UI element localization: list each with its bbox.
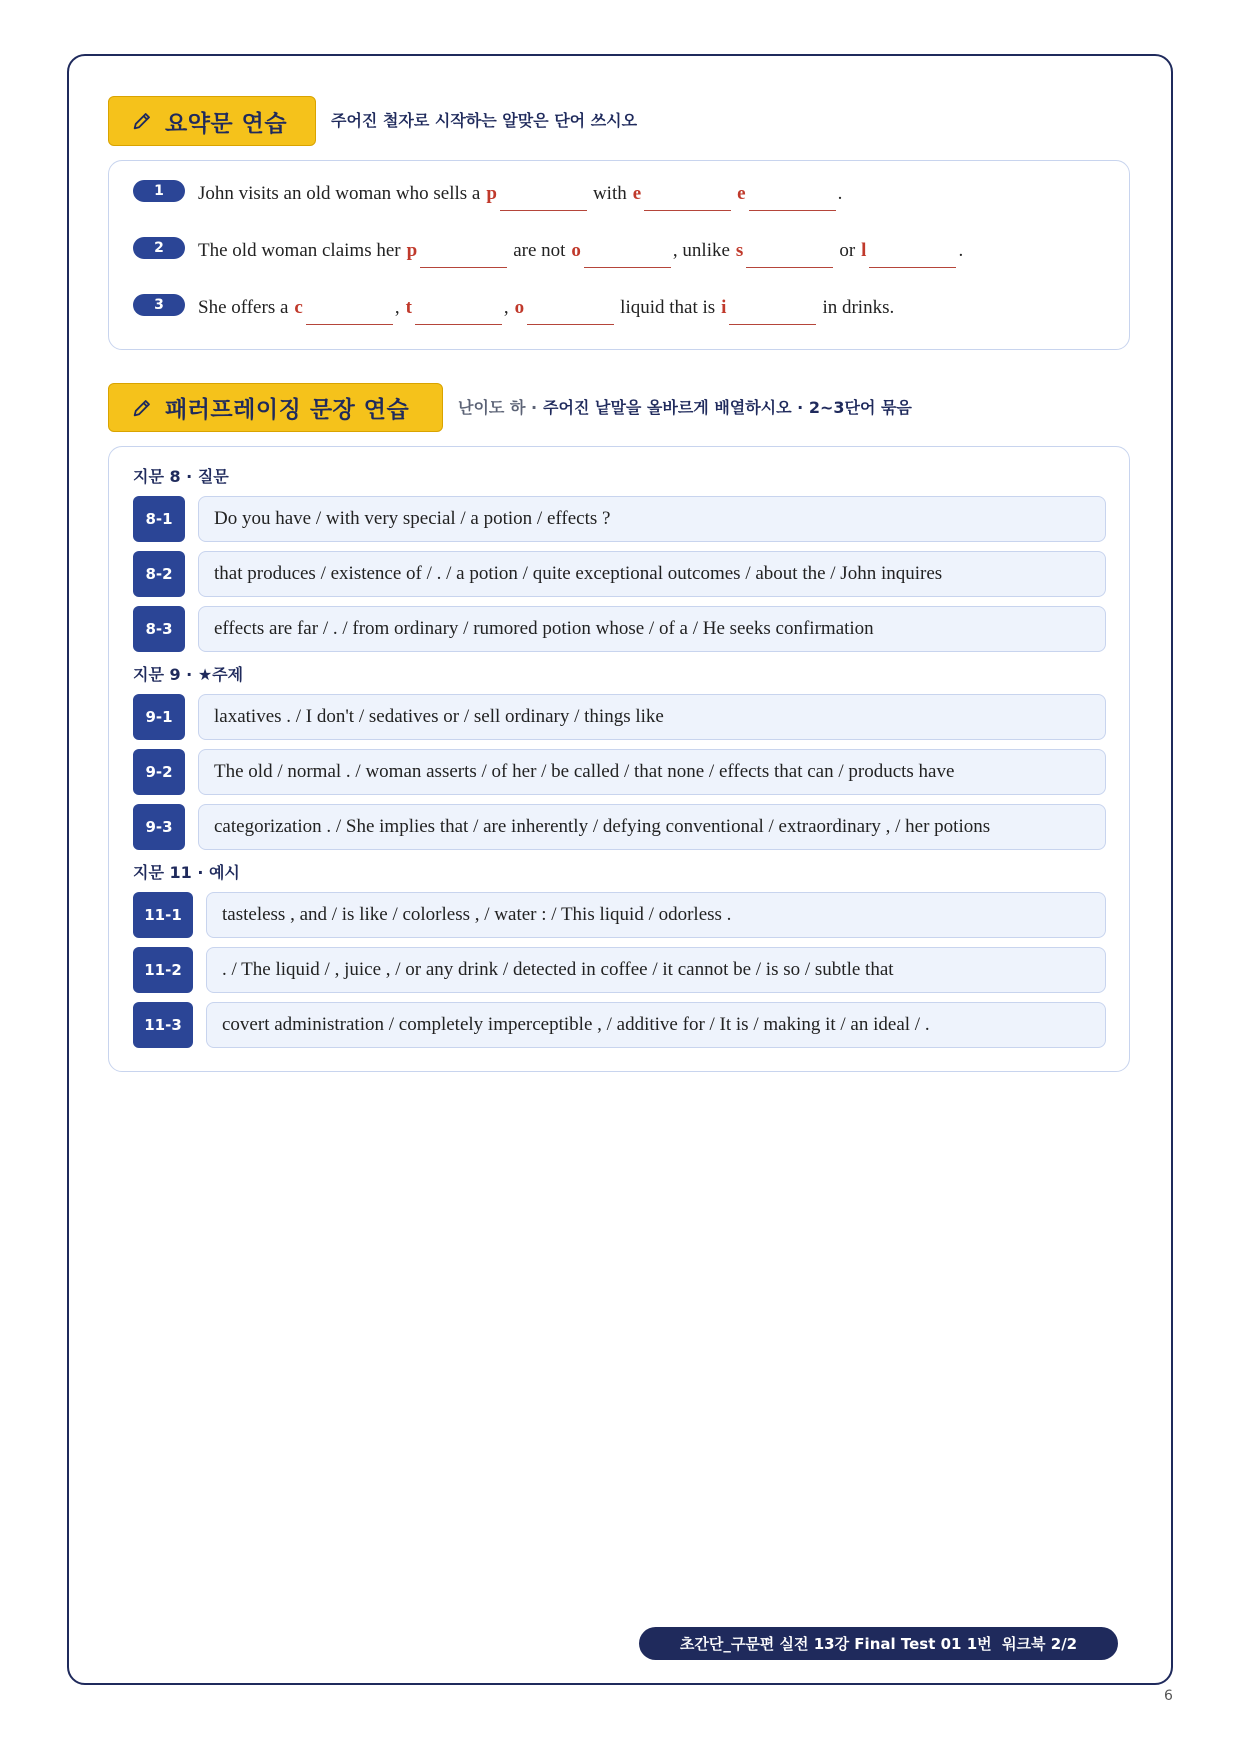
answer-blank — [420, 243, 507, 268]
item-number-badge: 11-3 — [133, 1002, 193, 1048]
initial-letter-hint: t — [405, 297, 412, 318]
sentence-text: in drinks. — [822, 297, 895, 318]
initial-letter-hint: e — [632, 183, 642, 204]
scramble-row — [133, 694, 1106, 740]
sentence-text: are not — [513, 240, 566, 261]
item-number-badge: 11-1 — [133, 892, 193, 938]
answer-blank — [415, 300, 502, 325]
item-number-badge: 1 — [133, 180, 185, 202]
footer-label: 초간단_구문편 실전 13강 Final Test 01 1번 워크북 2/2 — [639, 1627, 1118, 1660]
paraphrase-groups — [133, 463, 1106, 1048]
scramble-row — [133, 551, 1106, 597]
difficulty-label: 난이도 하 · — [458, 398, 538, 417]
initial-letter-hint: c — [294, 297, 303, 318]
scramble-row — [133, 947, 1106, 993]
answer-blank — [869, 243, 956, 268]
sentence-text: . — [837, 183, 843, 204]
sentence-text: The old woman claims her — [198, 240, 401, 261]
scramble-row — [133, 1002, 1106, 1048]
summary-row — [133, 289, 1105, 327]
scrambled-chunks: Do you have / with very special / a potion / effects ? — [198, 496, 1106, 542]
initial-letter-hint: e — [737, 183, 746, 204]
answer-blank — [500, 186, 587, 211]
sentence-text: , — [503, 297, 509, 318]
item-number-badge: 9-3 — [133, 804, 185, 850]
initial-letter-hint: i — [721, 297, 727, 318]
scramble-row — [133, 892, 1106, 938]
item-number-badge: 9-1 — [133, 694, 185, 740]
summary-section-tag — [108, 96, 316, 146]
passage-group — [133, 661, 1106, 850]
pencil-icon — [131, 110, 153, 132]
answer-blank — [584, 243, 671, 268]
page-number: 6 — [1164, 1688, 1173, 1704]
paraphrase-instruction — [458, 397, 912, 419]
summary-row — [133, 175, 1105, 213]
scrambled-chunks: laxatives . / I don't / sedatives or / sell ordinary / things like — [198, 694, 1106, 740]
summary-row — [133, 232, 1105, 270]
pencil-icon — [131, 397, 153, 419]
initial-letter-hint: o — [571, 240, 581, 261]
sentence-text: or — [839, 240, 856, 261]
summary-sentence — [198, 289, 894, 327]
initial-letter-hint: p — [486, 183, 497, 204]
paraphrase-section-title: 패러프레이징 문장 연습 — [165, 397, 410, 423]
scramble-row — [133, 804, 1106, 850]
sentence-text: She offers a — [198, 297, 289, 318]
scrambled-chunks: effects are far / . / from ordinary / rumored potion whose / of a / He seeks confirmation — [198, 606, 1106, 652]
scrambled-chunks: tasteless , and / is like / colorless , / water : / This liquid / odorless . — [206, 892, 1106, 938]
initial-letter-hint: p — [406, 240, 418, 261]
passage-group — [133, 463, 1106, 652]
answer-blank — [644, 186, 731, 211]
scrambled-chunks: that produces / existence of / . / a potion / quite exceptional outcomes / about the / John inquires — [198, 551, 1106, 597]
answer-blank — [527, 300, 614, 325]
answer-blank — [729, 300, 816, 325]
scramble-row — [133, 749, 1106, 795]
item-number-badge: 2 — [133, 237, 185, 259]
passage-label: 지문 8 · 질문 — [133, 467, 229, 486]
paraphrase-instruction-text: 주어진 낱말을 올바르게 배열하시오 · 2~3단어 묶음 — [543, 398, 912, 417]
scramble-row — [133, 606, 1106, 652]
answer-blank — [746, 243, 833, 268]
sentence-text: John visits an old woman who sells a — [198, 183, 481, 204]
initial-letter-hint: s — [735, 240, 744, 261]
scrambled-chunks: categorization . / She implies that / are inherently / defying conventional / extraordinary , / her potions — [198, 804, 1106, 850]
item-number-badge: 8-1 — [133, 496, 185, 542]
scramble-row — [133, 496, 1106, 542]
answer-blank — [749, 186, 836, 211]
summary-sentence — [198, 232, 963, 270]
sentence-text: , — [394, 297, 400, 318]
scrambled-chunks: The old / normal . / woman asserts / of her / be called / that none / effects that can / products have — [198, 749, 1106, 795]
item-number-badge: 8-2 — [133, 551, 185, 597]
sentence-text: . — [958, 240, 964, 261]
paraphrase-section-tag — [108, 383, 443, 432]
passage-label: 지문 9 · ★주제 — [133, 665, 244, 684]
scrambled-chunks: covert administration / completely imperceptible , / additive for / It is / making it / an ideal / . — [206, 1002, 1106, 1048]
sentence-text: , unlike — [672, 240, 730, 261]
initial-letter-hint: l — [861, 240, 867, 261]
answer-blank — [306, 300, 393, 325]
summary-rows — [133, 175, 1105, 327]
initial-letter-hint: o — [514, 297, 525, 318]
item-number-badge: 3 — [133, 294, 185, 316]
item-number-badge: 8-3 — [133, 606, 185, 652]
summary-box — [108, 160, 1130, 350]
item-number-badge: 9-2 — [133, 749, 185, 795]
summary-sentence — [198, 175, 842, 213]
item-number-badge: 11-2 — [133, 947, 193, 993]
sentence-text: liquid that is — [620, 297, 716, 318]
scrambled-chunks: . / The liquid / , juice , / or any drink / detected in coffee / it cannot be / is so / subtle that — [206, 947, 1106, 993]
summary-instruction: 주어진 철자로 시작하는 알맞은 단어 쓰시오 — [331, 111, 638, 130]
sentence-text: with — [592, 183, 627, 204]
passage-group — [133, 859, 1106, 1048]
summary-section-title: 요약문 연습 — [165, 110, 288, 137]
passage-label: 지문 11 · 예시 — [133, 863, 240, 882]
paraphrase-box — [108, 446, 1130, 1072]
